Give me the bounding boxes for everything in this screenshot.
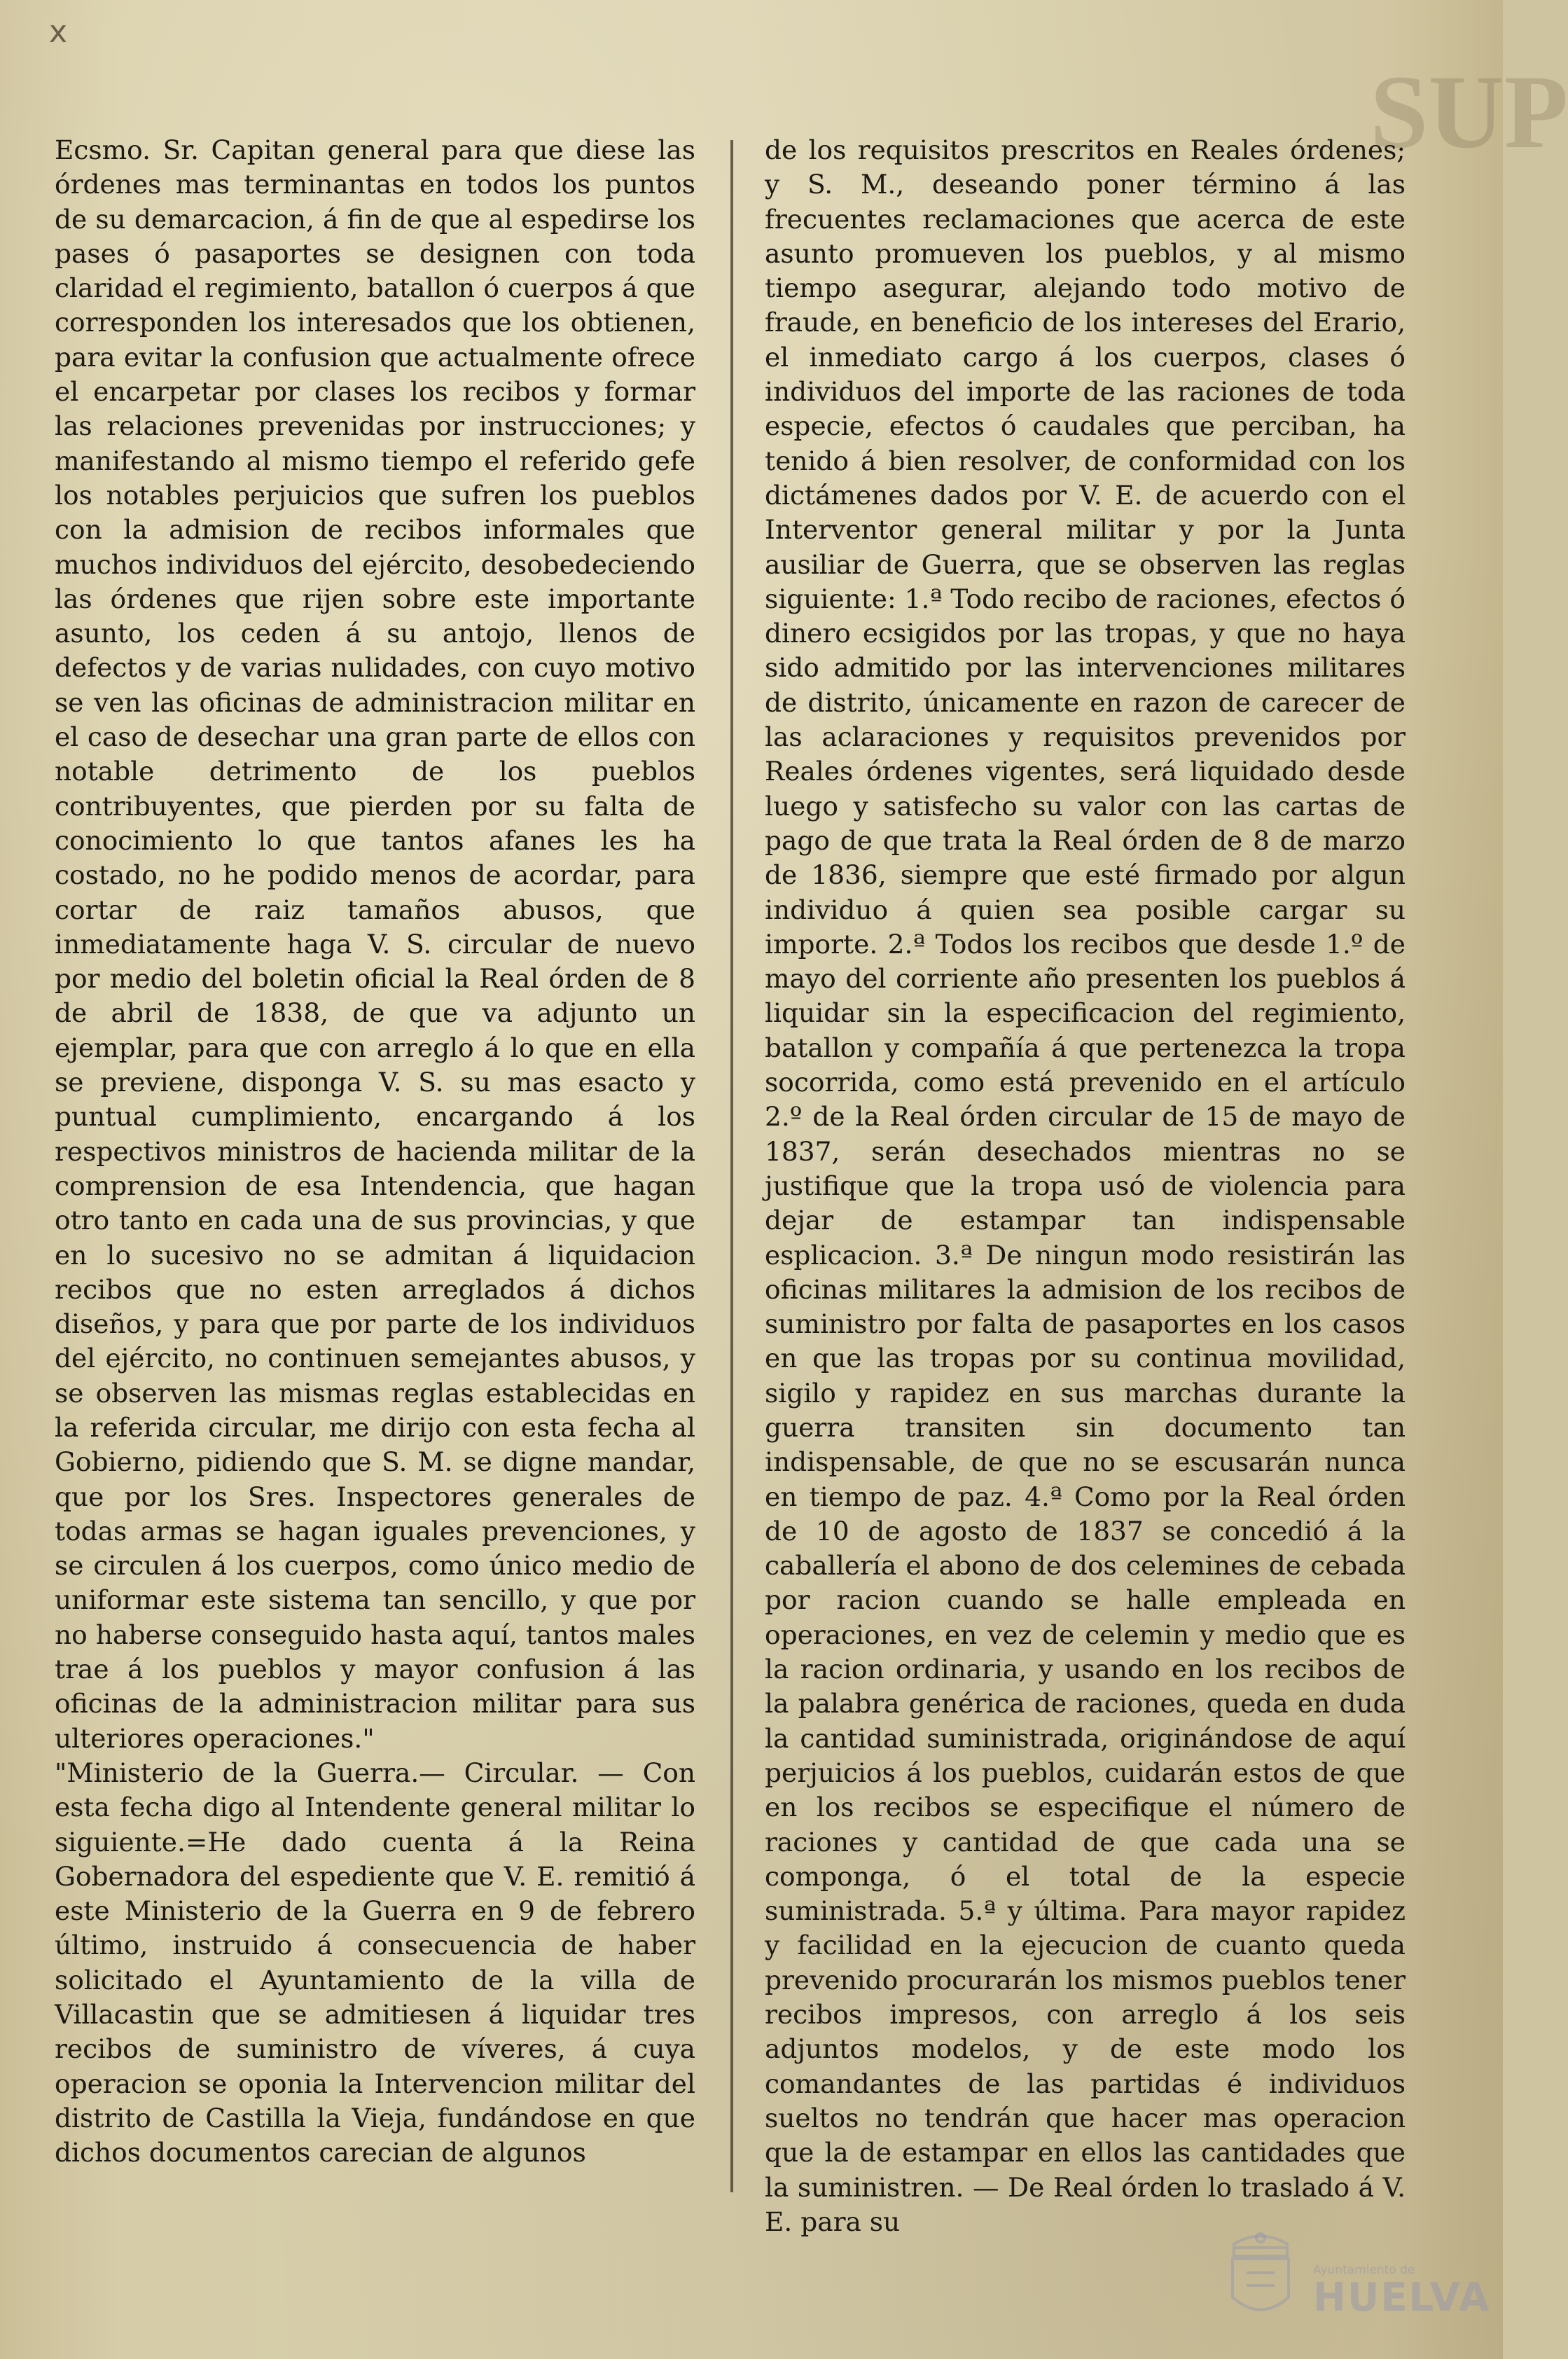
archive-stamp bbox=[1212, 2224, 1491, 2329]
stamp-small-text: Ayuntamiento de bbox=[1313, 2263, 1415, 2277]
right-column bbox=[765, 133, 1406, 2237]
margin-mark: x bbox=[49, 14, 68, 50]
left-paragraph-2: "Ministerio de la Guerra.— Circular. — Con esta fecha digo al Intendente general militar lo siguiente.=He dado cuenta á la Reina Gobernadora del espediente que V. E. remitió á este Ministerio de la Guerra en 9 de febrero último, instruido á consecuencia de haber solicitado el Ayuntamiento de la villa de Villacastin que se admitiesen á liquidar tres recibos de suministro de víveres, á cuya operacion se oponia la Intervencion militar del distrito de Castilla la Vieja, fundándose en que dichos documentos carecian de algunos bbox=[55, 1757, 695, 2168]
bleed-through-text: SUP bbox=[1370, 54, 1568, 170]
stamp-large-text: HUELVA bbox=[1313, 2275, 1491, 2320]
left-paragraph-1: Ecsmo. Sr. Capitan general para que diese las órdenes mas terminantas en todos los puntos de su demarcacion, á fin de que al espedirse los pases ó pasaportes se designen con toda claridad el regimiento, batallon ó cuerpos á que corresponden los interesados que los obtienen, para evitar la confusion que actualmente ofrece el encarpetar por clases los recibos y formar las relaciones prevenidas por instrucciones; y manifestando al mismo tiempo el referido gefe los notables perjuicios que sufren los pueblos con la admision de recibos informales que muchos individuos del ejército, desobedeciendo las órdenes que rijen sobre este importante asunto, los ceden á su antojo, llenos de defectos y de varias nulidades, con cuyo motivo se ven las oficinas de administracion militar en el caso de desechar una gran parte de ellos con notable detrimento de los pueblos contribuyentes, que pierden por su falta de conocimiento lo que tantos afanes les ha costado, no he podido menos de acordar, para cortar de raiz tamaños abusos, que inmediatamente haga V. S. circular de nuevo por medio del boletin oficial la Real órden de 8 de abril de 1838, de que va adjunto un ejemplar, para que con arreglo á lo que en ella se previene, disponga V. S. su mas esacto y puntual cumplimiento, encargando á los respectivos ministros de hacienda militar de la comprension de esa Intendencia, que hagan otro tanto en cada una de sus provincias, y que en lo sucesivo no se admitan á liquidacion recibos que no esten arreglados á dichos diseños, y para que por parte de los individuos del ejército, no continuen semejantes abusos, y se observen las mismas reglas establecidas en la referida circular, me dirijo con esta fecha al Gobierno, pidiendo que S. M. se digne mandar, que por los Sres. Inspectores generales de todas armas se hagan iguales prevenciones, y se circulen á los cuerpos, como único medio de uniformar este sistema tan sencillo, y que por no haberse conseguido hasta aquí, tantos males trae á los pueblos y mayor confusion á las oficinas de la administracion militar para sus ulteriores operaciones." bbox=[55, 134, 695, 1754]
column-divider bbox=[730, 140, 733, 2192]
coat-of-arms-icon bbox=[1212, 2224, 1310, 2329]
right-paragraph-1: de los requisitos prescritos en Reales órdenes; y S. M., deseando poner término á las frecuentes reclamaciones que acerca de este asunto promueven los pueblos, y al mismo tiempo asegurar, alejando todo motivo de fraude, en beneficio de los intereses del Erario, el inmediato cargo á los cuerpos, clases ó individuos del importe de las raciones de toda especie, efectos ó caudales que perciban, ha tenido á bien resolver, de conformidad con los dictámenes dados por V. E. de acuerdo con el Interventor general militar y por la Junta ausiliar de Guerra, que se observen las reglas siguiente: 1.ª Todo recibo de raciones, efectos ó dinero ecsigidos por las tropas, y que no haya sido admitido por las intervenciones militares de distrito, únicamente en razon de carecer de las aclaraciones y requisitos prevenidos por Reales órdenes vigentes, será liquidado desde luego y satisfecho su valor con las cartas de pago de que trata la Real órden de 8 de marzo de 1836, siempre que esté firmado por algun individuo á quien sea posible cargar su importe. 2.ª Todos los recibos que desde 1.º de mayo del corriente año presenten los pueblos á liquidar sin la especificacion del regimiento, batallon y compañía á que pertenezca la tropa socorrida, como está prevenido en el artículo 2.º de la Real órden circular de 15 de mayo de 1837, serán desechados mientras no se justifique que la tropa usó de violencia para dejar de estampar tan indispensable esplicacion. 3.ª De ningun modo resistirán las oficinas militares la admision de los recibos de suministro por falta de pasaportes en los casos en que las tropas por su continua movilidad, sigilo y rapidez en sus marchas durante la guerra transiten sin documento tan indispensable, de que no se escusarán nunca en tiempo de paz. 4.ª Como por la Real órden de 10 de agosto de 1837 se concedió á la caballería el abono de dos celemines de cebada por racion cuando se halle empleada en operaciones, en vez de celemin y medio que es la racion ordinaria, y usando en los recibos de la palabra genérica de raciones, queda en duda la cantidad suministrada, originándose de aquí perjuicios á los pueblos, cuidarán estos de que en los recibos se especifique el número de raciones y cantidad de que cada una se componga, ó el total de la especie suministrada. 5.ª y última. Para mayor rapidez y facilidad en la ejecucion de cuanto queda prevenido procurarán los mismos pueblos tener recibos impresos, con arreglo á los seis adjuntos modelos, y de este modo los comandantes de las partidas é individuos sueltos no tendrán que hacer mas operacion que la de estampar en ellos las cantidades que la suministren. — De Real órden lo traslado á V. E. para su bbox=[765, 134, 1406, 2237]
stamp-label bbox=[1313, 2224, 1491, 2329]
left-column bbox=[55, 133, 695, 2220]
